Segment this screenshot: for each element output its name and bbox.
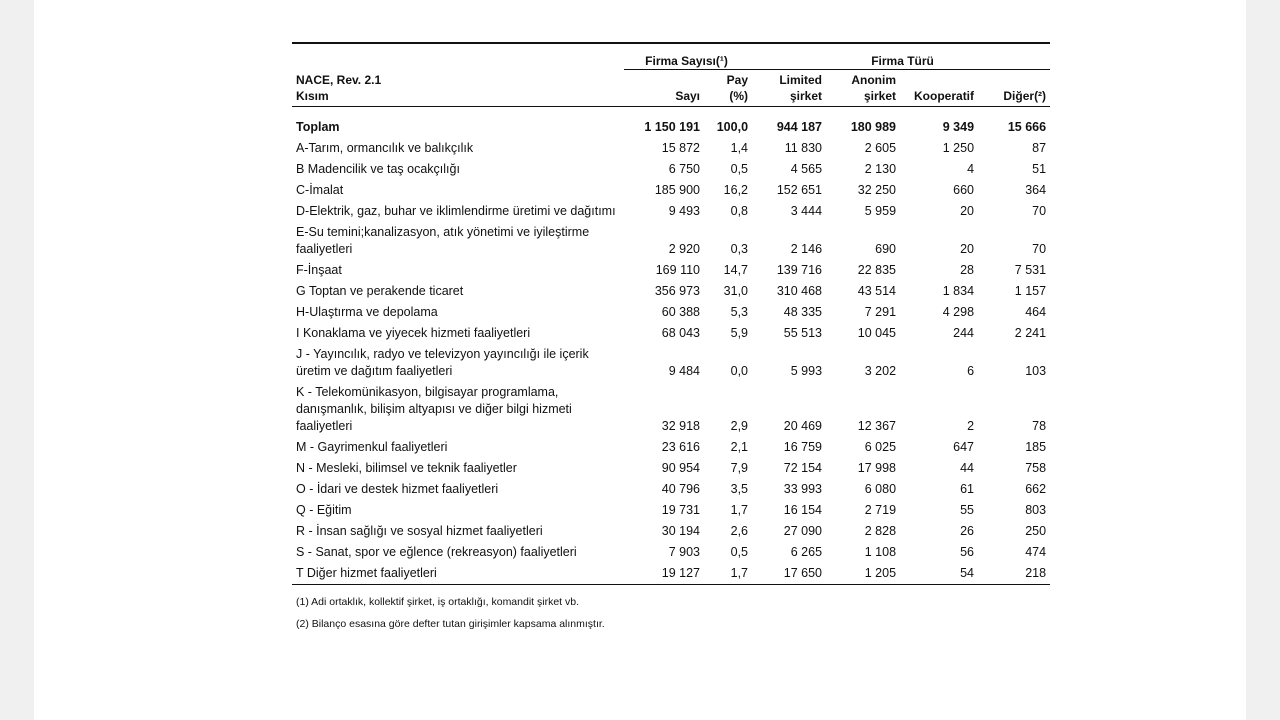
cell-pay: 2,1 (730, 440, 749, 454)
cell-diger: 70 (1032, 204, 1047, 218)
column-header-pay (704, 70, 752, 107)
column-header-sayi: Sayı (675, 89, 700, 103)
table-row (292, 222, 1050, 260)
cell-diger: 464 (1025, 305, 1047, 319)
cell-nace-section: M - Gayrimenkul faaliyetleri (296, 440, 448, 454)
table-row (292, 302, 1050, 323)
column-header-nace-line2: Kısım (296, 89, 329, 103)
table-row (292, 542, 1050, 563)
cell-ltd: 16 154 (783, 503, 823, 517)
table-row (292, 180, 1050, 201)
table-header (292, 43, 1050, 107)
column-header-limited-line1: Limited (779, 73, 823, 87)
cell-koop: 4 (967, 162, 975, 176)
cell-nace-section: O - İdari ve destek hizmet faaliyetleri (296, 482, 499, 496)
cell-koop: 244 (953, 326, 975, 340)
cell-koop: 26 (960, 524, 975, 538)
cell-koop: 55 (960, 503, 975, 517)
cell-koop: 20 (960, 242, 975, 256)
cell-anon: 6 080 (864, 482, 897, 496)
cell-diger: 1 157 (1014, 284, 1047, 298)
cell-ltd: 72 154 (783, 461, 823, 475)
cell-anon: 2 130 (864, 162, 897, 176)
column-header-kooperatif: Kooperatif (914, 89, 975, 103)
cell-ltd: 310 468 (776, 284, 823, 298)
cell-anon: 690 (875, 242, 897, 256)
cell-nace-section: S - Sanat, spor ve eğlence (rekreasyon) faaliyetleri (296, 545, 577, 559)
column-header-nace-line1: NACE, Rev. 2.1 (296, 73, 382, 87)
cell-sayi: 40 796 (661, 482, 700, 496)
column-header-anonim-line2: şirket (863, 89, 897, 103)
cell-koop: 1 250 (942, 141, 975, 155)
cell-nace-section: K - Telekomünikasyon, bilgisayar programlama, danışmanlık, bilişim altyapısı ve diğer bilgi hizmeti faaliyetleri (296, 385, 572, 433)
cell-pay: 3,5 (730, 482, 749, 496)
column-header-limited-line2: şirket (789, 89, 823, 103)
cell-anon: 2 719 (864, 503, 897, 517)
column-header-nace (292, 70, 624, 107)
cell-sayi: 9 484 (668, 364, 700, 378)
cell-ltd: 33 993 (783, 482, 823, 496)
cell-nace-section: G Toptan ve perakende ticaret (296, 284, 464, 298)
cell-sayi: 2 920 (668, 242, 700, 256)
column-header-anonim (826, 70, 900, 107)
cell-pay: 100,0 (716, 120, 749, 134)
cell-ltd: 3 444 (790, 204, 823, 218)
cell-ltd: 55 513 (783, 326, 823, 340)
table-row (292, 479, 1050, 500)
column-header-diger: Diğer(²) (1003, 89, 1047, 103)
column-header-anonim-line1: Anonim (851, 73, 897, 87)
cell-sayi: 32 918 (661, 419, 700, 433)
cell-pay: 1,7 (730, 503, 749, 517)
header-blank (292, 43, 624, 70)
cell-diger: 662 (1025, 482, 1047, 496)
cell-koop: 61 (960, 482, 975, 496)
cell-nace-section: R - İnsan sağlığı ve sosyal hizmet faaliyetleri (296, 524, 543, 538)
cell-nace-section: E-Su temini;kanalizasyon, atık yönetimi ve iyileştirme faaliyetleri (296, 225, 590, 256)
document-page (34, 0, 1246, 720)
cell-pay: 1,7 (704, 563, 752, 585)
cell-diger: 7 531 (1014, 263, 1047, 277)
cell-koop: 44 (960, 461, 975, 475)
cell-nace-section: Toplam (296, 120, 340, 134)
cell-pay: 0,5 (730, 545, 749, 559)
table-row (292, 201, 1050, 222)
cell-sayi: 30 194 (661, 524, 700, 538)
cell-nace-section: F-İnşaat (296, 263, 342, 277)
column-header-pay-line2: (%) (729, 89, 749, 103)
cell-anon: 12 367 (857, 419, 897, 433)
cell-anon: 10 045 (857, 326, 897, 340)
table-row (292, 260, 1050, 281)
cell-nace-section: D-Elektrik, gaz, buhar ve iklimlendirme üretimi ve dağıtımı (296, 204, 616, 218)
cell-sayi: 356 973 (654, 284, 700, 298)
cell-diger: 474 (1025, 545, 1047, 559)
cell-diger: 2 241 (1014, 326, 1047, 340)
cell-nace-section: C-İmalat (296, 183, 344, 197)
cell-koop: 56 (960, 545, 975, 559)
cell-koop: 1 834 (942, 284, 975, 298)
group-header-firm-count: Firma Sayısı(¹) (624, 43, 752, 70)
cell-sayi: 185 900 (654, 183, 700, 197)
cell-nace-section: T Diğer hizmet faaliyetleri (292, 563, 624, 585)
cell-diger: 250 (1025, 524, 1047, 538)
cell-koop: 4 298 (942, 305, 975, 319)
firm-statistics-table (292, 42, 1050, 585)
cell-ltd: 11 830 (784, 141, 823, 155)
cell-sayi: 7 903 (668, 545, 700, 559)
cell-ltd: 152 651 (776, 183, 823, 197)
table-row (292, 344, 1050, 382)
cell-diger: 78 (1032, 419, 1047, 433)
cell-anon: 3 202 (864, 364, 897, 378)
cell-anon: 6 025 (864, 440, 897, 454)
cell-nace-section: A-Tarım, ormancılık ve balıkçılık (296, 141, 474, 155)
cell-diger: 15 666 (1007, 120, 1047, 134)
cell-ltd: 16 759 (783, 440, 823, 454)
header-spacer-row (292, 107, 1050, 118)
cell-ltd: 27 090 (783, 524, 823, 538)
cell-sayi: 6 750 (668, 162, 700, 176)
cell-koop: 2 (967, 419, 975, 433)
cell-diger: 70 (1032, 242, 1047, 256)
cell-koop: 20 (960, 204, 975, 218)
cell-anon: 32 250 (857, 183, 897, 197)
cell-sayi: 60 388 (661, 305, 700, 319)
cell-pay: 2,9 (730, 419, 749, 433)
cell-koop: 9 349 (942, 120, 975, 134)
cell-sayi: 68 043 (661, 326, 700, 340)
cell-sayi: 15 872 (661, 141, 700, 155)
cell-anon: 43 514 (857, 284, 897, 298)
group-header-firm-type: Firma Türü (752, 43, 1050, 70)
cell-pay: 1,4 (730, 141, 749, 155)
table-row (292, 281, 1050, 302)
cell-ltd: 2 146 (790, 242, 823, 256)
cell-sayi: 90 954 (661, 461, 700, 475)
table-row-total (292, 117, 1050, 138)
cell-diger: 364 (1025, 183, 1047, 197)
table-row (292, 563, 1050, 585)
cell-koop: 647 (953, 440, 975, 454)
cell-anon: 2 605 (864, 141, 897, 155)
cell-sayi: 19 127 (624, 563, 704, 585)
cell-sayi: 1 150 191 (644, 120, 700, 134)
cell-ltd: 5 993 (790, 364, 823, 378)
cell-koop: 54 (900, 563, 978, 585)
table-row (292, 437, 1050, 458)
cell-ltd: 944 187 (776, 120, 823, 134)
cell-koop: 28 (960, 263, 975, 277)
cell-diger: 758 (1025, 461, 1047, 475)
cell-pay: 0,8 (730, 204, 749, 218)
cell-ltd: 139 716 (776, 263, 823, 277)
cell-sayi: 23 616 (661, 440, 700, 454)
cell-diger: 218 (978, 563, 1050, 585)
cell-anon: 1 108 (864, 545, 897, 559)
cell-nace-section: J - Yayıncılık, radyo ve televizyon yayıncılığı ile içerik üretim ve dağıtım faaliyetleri (296, 347, 589, 378)
column-header-pay-line1: Pay (726, 73, 749, 87)
cell-pay: 0,3 (730, 242, 749, 256)
cell-sayi: 169 110 (655, 263, 700, 277)
cell-diger: 803 (1025, 503, 1047, 517)
cell-diger: 185 (1025, 440, 1047, 454)
table-body (292, 107, 1050, 585)
cell-pay: 31,0 (723, 284, 749, 298)
cell-ltd: 48 335 (783, 305, 823, 319)
cell-ltd: 6 265 (790, 545, 823, 559)
cell-pay: 5,3 (730, 305, 749, 319)
cell-anon: 22 835 (857, 263, 897, 277)
cell-koop: 6 (967, 364, 975, 378)
table-row (292, 138, 1050, 159)
footnotes (292, 591, 1050, 635)
footnote-2: (2) Bilanço esasına göre defter tutan girişimler kapsama alınmıştır. (296, 618, 605, 630)
cell-pay: 2,6 (730, 524, 749, 538)
cell-ltd: 17 650 (752, 563, 826, 585)
table-row (292, 521, 1050, 542)
statistics-table-container (292, 42, 1050, 635)
table-row (292, 500, 1050, 521)
cell-pay: 7,9 (730, 461, 749, 475)
cell-pay: 0,0 (730, 364, 749, 378)
cell-pay: 0,5 (730, 162, 749, 176)
cell-nace-section: H-Ulaştırma ve depolama (296, 305, 438, 319)
table-row (292, 159, 1050, 180)
cell-pay: 16,2 (723, 183, 749, 197)
cell-nace-section: B Madencilik ve taş ocakçılığı (296, 162, 460, 176)
cell-nace-section: I Konaklama ve yiyecek hizmeti faaliyetleri (296, 326, 531, 340)
cell-ltd: 4 565 (790, 162, 823, 176)
cell-diger: 87 (1032, 141, 1047, 155)
cell-diger: 103 (1025, 364, 1047, 378)
cell-anon: 5 959 (864, 204, 897, 218)
cell-anon: 17 998 (857, 461, 897, 475)
cell-anon: 7 291 (864, 305, 897, 319)
cell-nace-section: Q - Eğitim (296, 503, 352, 517)
cell-sayi: 19 731 (661, 503, 700, 517)
cell-sayi: 9 493 (668, 204, 700, 218)
table-row (292, 382, 1050, 437)
cell-nace-section: N - Mesleki, bilimsel ve teknik faaliyetler (296, 461, 517, 475)
cell-koop: 660 (953, 183, 975, 197)
footnote-1: (1) Adi ortaklık, kollektif şirket, iş ortaklığı, komandit şirket vb. (296, 596, 580, 608)
table-row (292, 458, 1050, 479)
cell-diger: 51 (1032, 162, 1047, 176)
column-header-limited (752, 70, 826, 107)
cell-pay: 14,7 (723, 263, 749, 277)
table-row (292, 323, 1050, 344)
cell-pay: 5,9 (730, 326, 749, 340)
cell-anon: 180 989 (850, 120, 897, 134)
cell-ltd: 20 469 (783, 419, 823, 433)
cell-anon: 2 828 (864, 524, 897, 538)
cell-anon: 1 205 (826, 563, 900, 585)
